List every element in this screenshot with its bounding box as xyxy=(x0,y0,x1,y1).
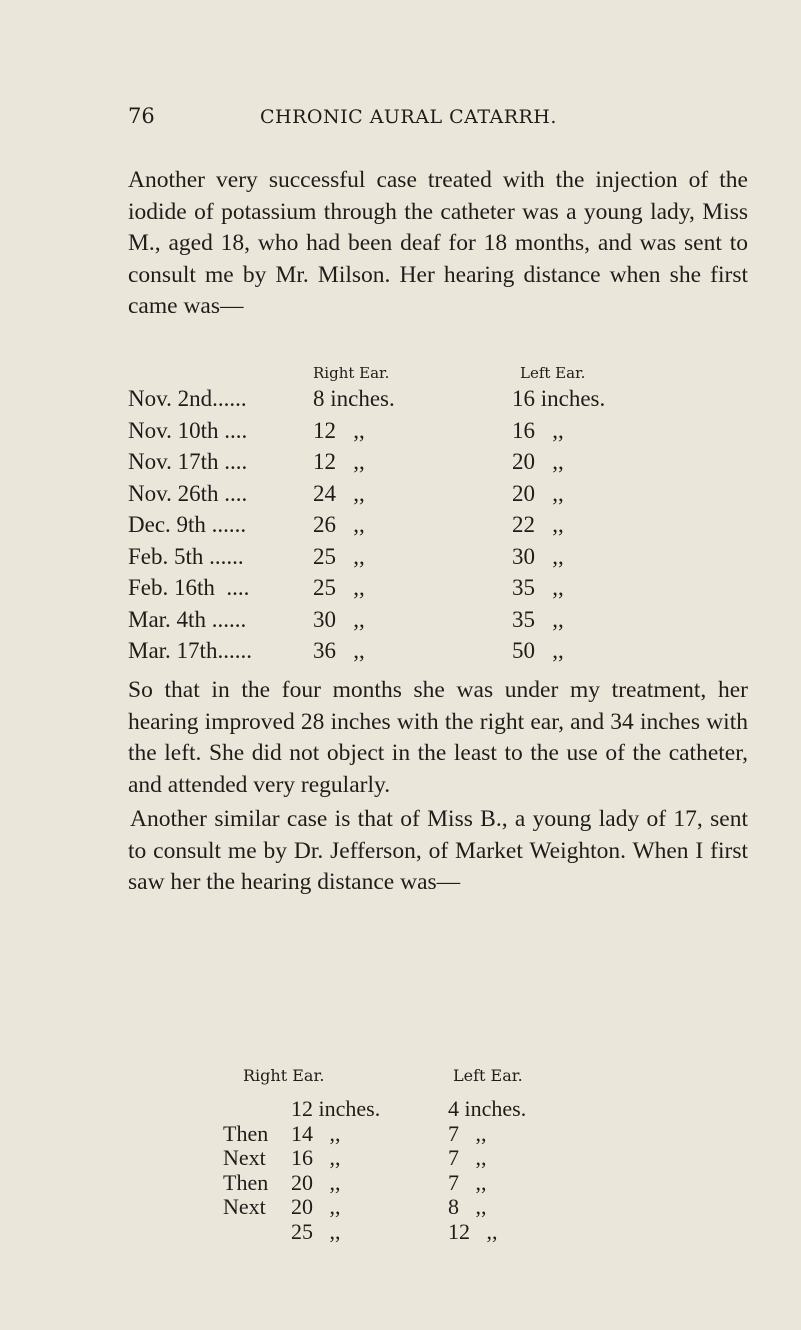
right-ear-value: 16 ,, xyxy=(291,1145,341,1170)
right-ear-value: 12 ,, xyxy=(313,449,365,474)
left-ear-value: 35 ,, xyxy=(512,575,564,600)
left-ear-value: 8 ,, xyxy=(448,1194,487,1219)
row-date: Nov. 2nd...... xyxy=(128,386,247,411)
right-ear-value: 36 ,, xyxy=(313,638,365,663)
table-row xyxy=(128,544,768,576)
row-date: Mar. 4th ...... xyxy=(128,606,247,632)
running-title: CHRONIC AURAL CATARRH. xyxy=(260,106,557,128)
left-ear-value: 12 ,, xyxy=(448,1218,498,1244)
paragraph-case-miss-b: Another similar case is that of Miss B., a young lady of 17, sent to consult me by Dr. Jefferson, of Market Weighton. When I first saw her the hearing distance was— xyxy=(128,806,748,895)
left-ear-value: 16 ,, xyxy=(512,417,564,443)
left-ear-value: 20 ,, xyxy=(512,480,564,506)
row-label: Then xyxy=(223,1169,269,1195)
table-row xyxy=(128,481,768,513)
left-ear-value: 35 ,, xyxy=(512,606,564,632)
paragraph-case-miss-m: Another very successful case treated with the injection of the iodide of potassium through the catheter was a young lady, Miss M., aged 18, who had been deaf for 18 months, and was sent to consult me by Mr. Milson. Her hearing distance when she first came was— xyxy=(128,167,748,319)
table-row xyxy=(128,607,768,639)
right-ear-value: 20 ,, xyxy=(291,1194,341,1219)
page-header xyxy=(128,104,748,138)
right-ear-value: 30 ,, xyxy=(313,606,365,632)
left-ear-value: 4 inches. xyxy=(448,1096,527,1121)
table-row xyxy=(223,1145,743,1170)
right-ear-value: 8 inches. xyxy=(313,386,395,411)
table-row xyxy=(128,512,768,544)
right-ear-header: Right Ear. xyxy=(243,1066,325,1085)
row-date: Nov. 17th .... xyxy=(128,449,248,474)
hearing-table-miss-m xyxy=(128,364,768,670)
left-ear-header: Left Ear. xyxy=(520,364,586,382)
left-ear-value: 22 ,, xyxy=(512,512,564,537)
right-ear-value: 12 ,, xyxy=(313,417,365,443)
right-ear-value: 26 ,, xyxy=(313,512,365,537)
row-date: Mar. 17th...... xyxy=(128,638,252,663)
table-row xyxy=(128,638,768,670)
right-ear-value: 25 ,, xyxy=(291,1218,341,1244)
row-label: Then xyxy=(223,1120,269,1146)
paragraph-outcome: So that in the four months she was under my treatment, her hearing improved 28 inches with the right ear, and 34 inches with the left. She did not object in the least to the use of the catheter, and attended very regularly. xyxy=(128,677,748,798)
hearing-table-miss-b xyxy=(223,1066,743,1243)
left-ear-value: 7 ,, xyxy=(448,1145,487,1170)
table-row xyxy=(223,1170,743,1195)
right-ear-value: 12 inches. xyxy=(291,1096,381,1121)
row-date: Nov. 10th .... xyxy=(128,417,248,443)
left-ear-value: 7 ,, xyxy=(448,1169,487,1195)
table-row xyxy=(223,1096,743,1121)
row-date: Dec. 9th ...... xyxy=(128,512,247,537)
table-header xyxy=(128,364,768,386)
right-ear-value: 24 ,, xyxy=(313,480,365,506)
row-date: Feb. 5th ...... xyxy=(128,543,244,569)
row-label: Next xyxy=(223,1194,266,1219)
table-row xyxy=(128,418,768,450)
left-ear-value: 7 ,, xyxy=(448,1120,487,1146)
table-row xyxy=(223,1219,743,1244)
right-ear-value: 20 ,, xyxy=(291,1169,341,1195)
right-ear-value: 25 ,, xyxy=(313,575,365,600)
left-ear-header: Left Ear. xyxy=(453,1066,523,1085)
page-number: 76 xyxy=(128,104,155,128)
row-date: Feb. 16th .... xyxy=(128,575,250,600)
table-row xyxy=(128,575,768,607)
table-row xyxy=(128,449,768,481)
left-ear-value: 16 inches. xyxy=(512,386,606,411)
left-ear-value: 50 ,, xyxy=(512,638,564,663)
table-header xyxy=(223,1066,743,1096)
left-ear-value: 30 ,, xyxy=(512,543,564,569)
right-ear-header: Right Ear. xyxy=(313,364,390,382)
right-ear-value: 14 ,, xyxy=(291,1120,341,1146)
row-date: Nov. 26th .... xyxy=(128,480,248,506)
table-row xyxy=(128,386,768,418)
table-row xyxy=(223,1121,743,1146)
table-row xyxy=(223,1194,743,1219)
left-ear-value: 20 ,, xyxy=(512,449,564,474)
right-ear-value: 25 ,, xyxy=(313,543,365,569)
row-label: Next xyxy=(223,1145,266,1170)
